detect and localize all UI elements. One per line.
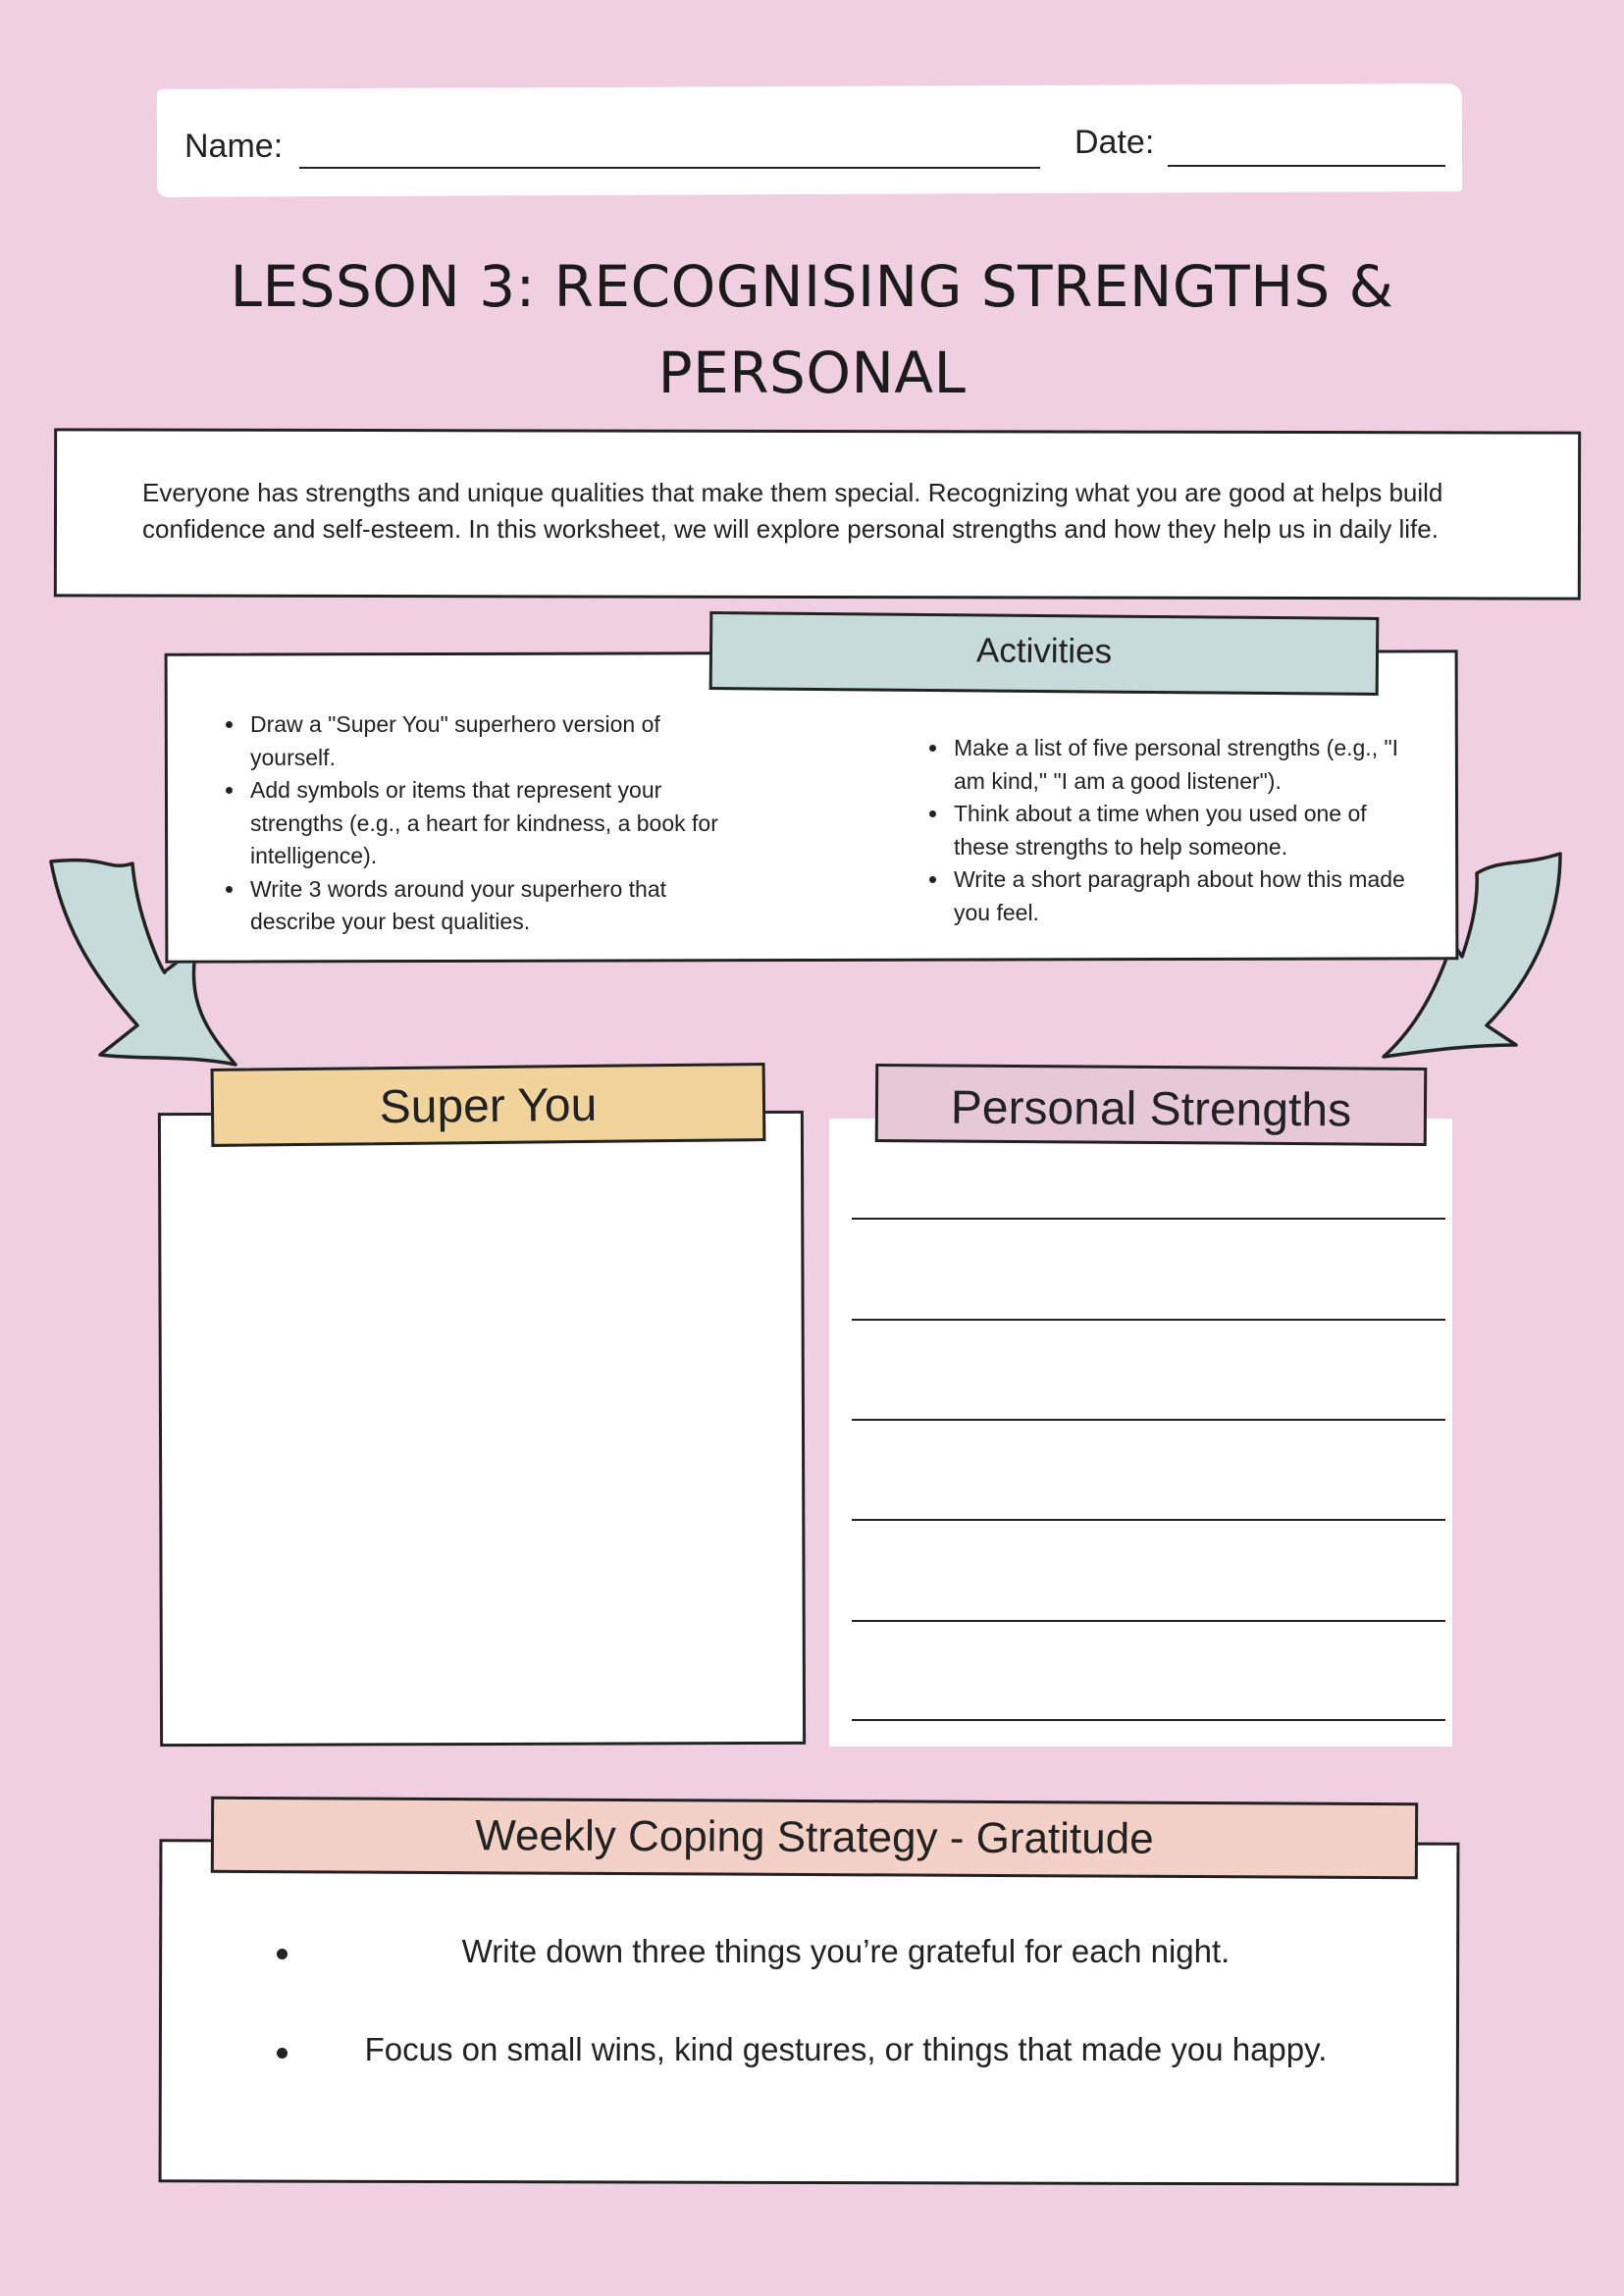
strength-write-line[interactable] [852,1319,1445,1321]
activities-right-list [915,732,1405,929]
activities-left-list [211,708,721,939]
coping-item: Focus on small wins, kind gestures, or things that made you happy. [364,2031,1328,2067]
intro-text [142,475,1516,548]
name-date-strip [157,83,1462,197]
activity-item: • Think about a time when you used one of these strengths to help someone. [950,798,1405,863]
personal-strengths-heading: Personal Strengths [875,1064,1428,1146]
activity-item: • Draw a "Super You" superhero version of yourself. [246,708,721,774]
activity-item: • Write a short paragraph about how this made you feel. [950,863,1405,929]
page-title-line-1: LESSON 3: RECOGNISING STRENGTHS & PERSONAL [230,253,1394,406]
date-label: Date: [1074,124,1155,161]
super-you-drawing-area[interactable] [158,1111,806,1747]
strength-write-line[interactable] [852,1218,1445,1220]
intro-line-1: Everyone has strengths and unique qualities that make them special. Recognizing what you are good at helps build [142,478,1443,507]
personal-strengths-area [829,1119,1452,1747]
coping-item: Write down three things you’re grateful for each night. [461,1933,1231,1969]
name-field[interactable] [299,167,1040,169]
strength-write-line[interactable] [852,1419,1445,1421]
activity-item: • Make a list of five personal strengths (e.g., "I am kind," "I am a good listener"). [950,732,1405,798]
coping-strategy-box [159,1839,1460,2185]
strength-write-line[interactable] [852,1519,1445,1521]
strength-write-line[interactable] [852,1719,1445,1721]
intro-line-2: confidence and self-esteem. In this worksheet, we will explore personal strengths and how they help us in daily life. [142,514,1439,544]
date-field[interactable] [1168,165,1445,167]
super-you-heading: Super You [211,1063,766,1147]
coping-strategy-heading: Weekly Coping Strategy - Gratitude [211,1797,1418,1879]
strength-write-line[interactable] [852,1620,1445,1622]
activity-item: • Add symbols or items that represent your strengths (e.g., a heart for kindness, a book for intelligence). [246,774,721,873]
activities-heading: Activities [709,611,1380,696]
activity-item: • Write 3 words around your superhero that describe your best qualities. [246,873,721,939]
name-label: Name: [184,128,284,165]
